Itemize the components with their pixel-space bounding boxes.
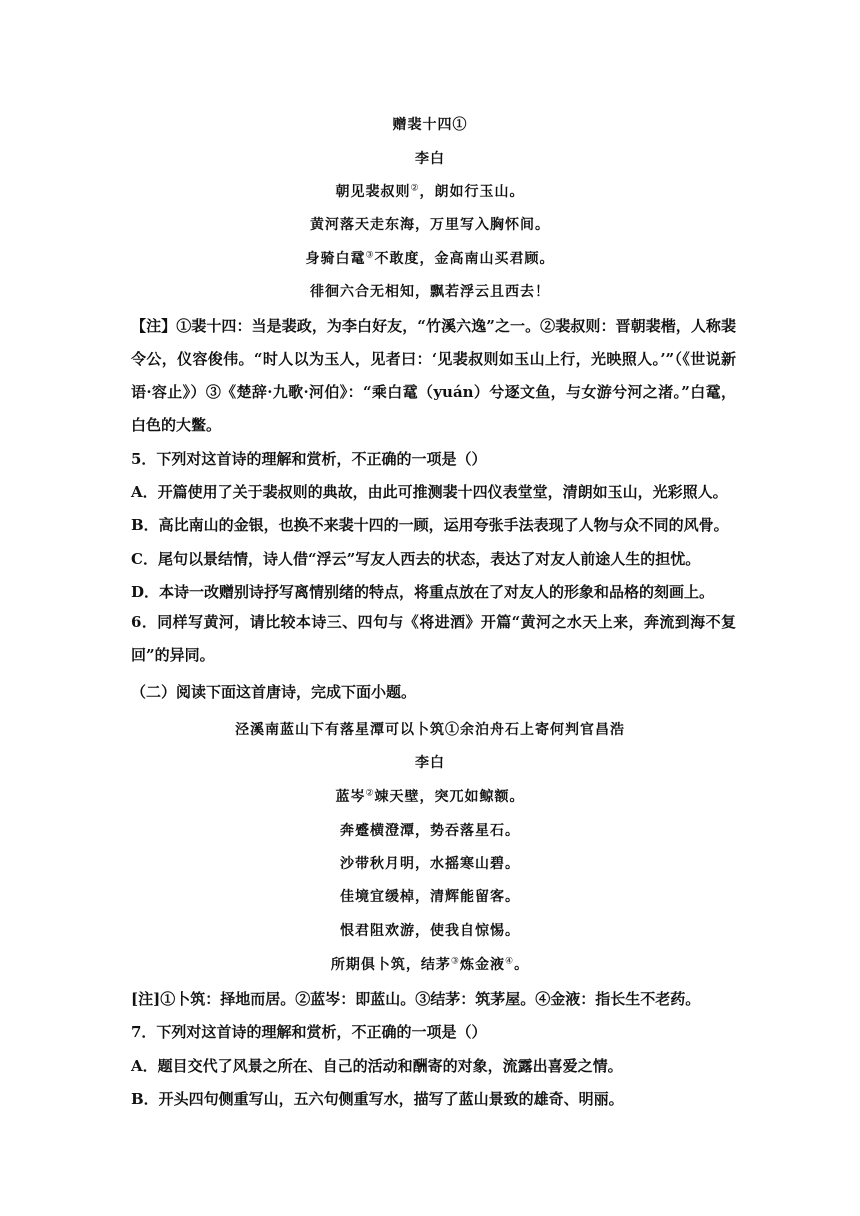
poem2-author: 李白 (415, 755, 445, 771)
poem1-title: 赠裴十四① (392, 117, 468, 133)
question-5-option-c: C．尾句以景结情，诗人借“浮云”写友人西去的状态，表达了对友人前途人生的担忧。 (131, 550, 701, 568)
footnote-marker: ② (365, 788, 375, 799)
footnote-marker: ② (410, 183, 420, 194)
poem1-line-2: 黄河落天走东海，万里写入胸怀间。 (310, 217, 550, 233)
poem2-line-3: 沙带秋月明，水摇寒山碧。 (340, 856, 520, 872)
poem1-line-4: 徘徊六合无相知，飘若浮云且西去！ (310, 284, 550, 300)
question-5-option-b: B．高比南山的金银，也换不来裴十四的一顾，运用夸张手法表现了人物与众不同的风骨。 (131, 516, 729, 534)
question-5-stem: 5．下列对这首诗的理解和赏析，不正确的一项是（） (131, 450, 487, 468)
question-5-option-a: A．开篇使用了关于裴叔则的典故，由此可推测裴十四仪表堂堂，清朗如玉山，光彩照人。 (131, 483, 728, 501)
poem2-line-6: 所期俱卜筑，结茅③炼金液④。 (330, 956, 530, 973)
question-5-option-d: D．本诗一改赠别诗抒写离情别绪的特点，将重点放在了对友人的形象和品格的刻画上。 (131, 583, 715, 601)
question-7-stem: 7．下列对这首诗的理解和赏析，不正确的一项是（） (131, 1023, 487, 1041)
section-2-heading: （二）阅读下面这首唐诗，完成下面小题。 (131, 683, 417, 701)
poem2-line-5: 恨君阻欢游，使我自惊惕。 (340, 923, 520, 939)
poem1-note: 【注】①裴十四：当是裴政，为李白好友，“竹溪六逸”之一。②裴叔则：晋朝裴楷，人称裴令公，仪容俊伟。“时人以为玉人，见者曰：‘见裴叔则如玉山上行，光映照人。’”（《世说新语·容止》）③《楚辞·九歌·河伯》：“乘白鼋（yuán）兮逐文鱼，与女游兮河之渚。”白鼋，白色的大鳖。 (131, 317, 736, 434)
question-6: 6．同样写黄河，请比较本诗三、四句与《将进酒》开篇“黄河之水天上来，奔流到海不复回”的异同。 (131, 613, 736, 664)
poem1-line-1: 朝见裴叔则②，朗如行玉山。 (335, 183, 525, 200)
poem1-line-3: 身骑白鼋③不敢度，金高南山买君顾。 (305, 250, 555, 267)
poem2-line-4: 佳境宜缓棹，清辉能留客。 (340, 889, 520, 905)
footnote-marker: ③ (450, 956, 460, 967)
footnote-marker: ④ (505, 956, 515, 967)
footnote-marker: ③ (365, 250, 375, 261)
question-7-option-b: B．开头四句侧重写山，五六句侧重写水，描写了蓝山景致的雄奇、明丽。 (131, 1090, 624, 1108)
poem2-line-1: 蓝岑②竦天壁，突兀如鲸额。 (335, 788, 525, 805)
poem2-note: [注]①卜筑：择地而居。②蓝岑：即蓝山。③结茅：筑茅屋。④金液：指长生不老药。 (131, 990, 701, 1008)
poem2-line-2: 奔蹙横澄潭，势吞落星石。 (340, 823, 520, 839)
poem2-title: 泾溪南蓝山下有落星潭可以卜筑①余泊舟石上寄何判官昌浩 (235, 722, 625, 738)
poem1-author: 李白 (415, 151, 445, 167)
question-7-option-a: A．题目交代了风景之所在、自己的活动和酬寄的对象，流露出喜爱之情。 (131, 1057, 623, 1075)
